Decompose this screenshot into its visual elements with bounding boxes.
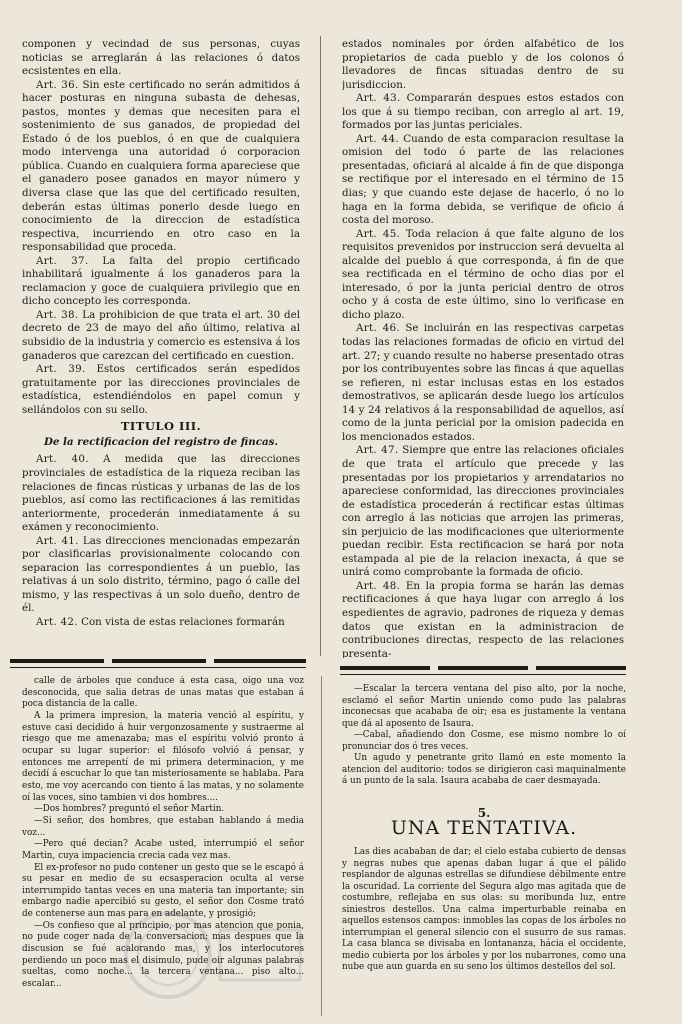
article-42: Art. 42. Con vista de estas relaciones formarán <box>36 615 285 628</box>
article-44: Art. 44. Cuando de esta comparacion resultase la omision del todo ó parte de las relaciones presentadas, oficiará al alcalde á fin de que disponga se rectifique por el interesado en el término de 15 dias; y que cuando este dejase de hacerlo, ó no lo haga en la forma debida, se verifique de oficio á costa del moroso. <box>342 132 624 227</box>
article-41: Art. 41. Las direcciones mencionadas empezarán por clasificarlas provisionalmente colocando con separacion las correspondientes á un pueblo, las relativas á un solo distrito, término, pago ó calle del mismo, y las respectivas á un solo dueño, dentro de él. <box>22 534 300 615</box>
article-40: Art. 40. A medida que las direcciones provinciales de estadística de la riqueza reciban las relaciones de fincas rústicas y urbanas de las de los pueblos, así como las rectificaciones á las remitidas anteriormente, procederán inmediatamente á su exámen y reconocimiento. <box>22 453 300 534</box>
left-section-rule <box>10 659 104 663</box>
left-section-thin-rule <box>10 667 306 668</box>
article-45: Art. 45. Toda relacion á que falte alguno de los requisitos prevenidos por instruccion será devuelta al alcalde del pueblo á que corresponda, á fin de que sea rectificada en el término de ocho dias por el interesado, ó por la junta pericial dentro de otros ocho y á costa de este último, sino lo verificase en dicho plazo. <box>342 227 624 321</box>
left-section-rule <box>112 659 206 663</box>
chapter-number: 5. <box>477 805 491 820</box>
column-divider <box>320 36 321 656</box>
paragraph: —Cabal, añadiendo don Cosme, ese mismo nombre lo oí pronunciar dos ó tres veces. <box>342 730 626 752</box>
article-36: Art. 36. Sin este certificado no serán admitidos á hacer posturas en ninguna subasta de dehesas, pastos, montes y demas que necesiten para el sostenimiento de sus ganados, de propiedad del Estado ó de los pueblos, ó en que de cualquiera modo intervenga una autoridad ó corporacion pública. Cuando en cualquiera forma apareciese que el ganadero posee ganados en mayor número y diversa clase que las que del certificado resulten, deberán estas últimas ponerlo desde luego en conocimiento de la direccion de estadística respectiva, incurriendo en otro caso en la responsabilidad que proceda. <box>22 78 300 254</box>
article-48: Art. 48. En la propia forma se harán las demas rectificaciones á que haya lugar con arreglo á los espedientes de agravio, padrones de riqueza y demas datos que existan en la administracion de contribuciones directas, respecto de las relaciones presenta- <box>342 579 624 658</box>
paragraph: A la primera impresion, la materia venció al espíritu, y estuve casi decidido á huir vergonzosamente y sustraerme al riesgo que me amenazaba; mas el espíritu volvió pronto á ocupar su lugar superior: el filósofo volvió á pensar, y entonces me arrepentí de mi primera determinacion, y me decidí á escuchar lo que tan misteriosamente se hablaba. Para esto, me voy acercando con tiento á las matas, y no solamente oí las voces, sino tambien vi dos hombres.... <box>22 710 304 803</box>
feuilleton-right-column <box>342 684 626 1016</box>
article-37: Art. 37. La falta del propio certificado inhabilitará igualmente á los ganaderos para la reclamacion y goce de cualquiera privilegio que en dicho concepto les corresponda. <box>22 254 300 308</box>
article-39: Art. 39. Estos certificados serán espedidos gratuitamente por las direcciones provinciales de estadística, estendiéndolos en papel comun y sellándolos con su sello. <box>22 363 300 416</box>
right-column <box>342 38 624 658</box>
feuilleton-left-column <box>22 676 304 1014</box>
left-column <box>22 38 300 656</box>
paragraph: —Pero qué decian? Acabe usted, interrumpió el señor Martin, cuya impaciencia crecia cada vez mas. <box>22 839 304 861</box>
right-section-rule <box>340 666 430 670</box>
article-38: Art. 38. La prohibicion de que trata el art. 30 del decreto de 23 de mayo del año último, relativa al subsidio de la industria y comercio es estensiva á los ganaderos que carezcan del certificado en cuestion. <box>22 308 300 362</box>
right-section-rule <box>536 666 626 670</box>
section-subtitle: De la rectificacion del registro de fincas. <box>43 435 279 448</box>
paragraph: —Si señor, dos hombres, que estaban hablando á media voz... <box>22 815 304 838</box>
paragraph: Las dies acababan de dar; el cielo estaba cubierto de densas y negras nubes que apenas daban lugar á que el pálido resplandor de algunas estrellas se difundiese débilmente entre la oscuridad. La corriente del Segura algo mas agitada que de costumbre, reflejaba en sus olas: su moribunda luz, entre siniestros destellos. Una calma imperturbable reinaba en aquellos estensos campos: inmobles las copas de los árboles no interrumpian el general silencio con el susurro de sus ramas. La casa blanca se divisaba en lontananza, hácia el occidente, medio cubierta por los árboles y por los nubarrones, como una nube que aun guarda en su seno los últimos destellos del sol. <box>342 847 626 973</box>
chapter-title: UNA TENTATIVA. <box>390 817 578 840</box>
paragraph: —Os confieso que al principio, por mas atencion que ponia, no pude coger nada de la conversacion; mas despues que la discusion se fué acalorando mas, y los interlocutores perdiendo un poco mas el disimulo, pude oir algunas palabras sueltas, como noche... la tercera ventana... piso alto... escalar... <box>22 920 304 990</box>
paragraph: El ex-profesor no pudo contener un gesto que se le escapó á su pesar en medio de su ecsasperacion oculta al verse interrumpido tantas veces en una materia tan importante; sin embargo nadie apercibió su gesto, el señor don Cosme trató de contenerse aun mas para en adelante, y prosigió; <box>22 862 304 920</box>
right-section-thin-rule <box>340 674 626 675</box>
article-43: Art. 43. Compararán despues estos estados con los que á su tiempo reciban, con arreglo al art. 19, formados por las juntas periciales. <box>342 92 624 132</box>
left-section-rule <box>214 659 306 663</box>
paragraph: Un agudo y penetrante grito llamó en este momento la atencion del auditorio: todos se dirigieron casi maquinalmente á un punto de la sala. Isaura acababa de caer desmayada. <box>342 753 626 787</box>
paragraph: calle de árboles que conduce á esta casa, oigo una voz desconocida, que salia detras de unas matas que estaban á poca distancia de la calle. <box>22 676 304 710</box>
paragraph: estados nominales por órden alfabético de los propietarios de cada pueblo y de los colonos ó llevadores de fincas situadas dentro de su jurisdiccion. <box>342 38 624 91</box>
article-47: Art. 47. Siempre que entre las relaciones oficiales de que trata el artículo que precede y las presentadas por los propietarios y arrendatarios no apareciese conformidad, las direcciones provinciales de estadística procederán á rectificar estas últimas con arreglo á las noticias que arrojen las primeras, sin perjuicio de las modificaciones que ulteriormente puedan recibir. Esta rectificacion se hará por nota estampada al pie de la relacion inexacta, á que se unirá como comprobante la formada de oficio. <box>342 444 624 579</box>
paragraph: componen y vecindad de sus personas, cuyas noticias se arreglarán á las relaciones ó datos ecsistentes en ella. <box>22 38 300 78</box>
right-section-rule <box>438 666 528 670</box>
paragraph: —Escalar la tercera ventana del piso alto, por la noche, esclamó el señor Martin uniendo como pudo las palabras inconecsas que acababa de oir; esa es justamente la ventana que dá al aposento de Isaura. <box>342 684 626 729</box>
feuilleton-divider <box>321 676 322 1016</box>
paragraph: —Dos hombres? preguntó el señor Martin. <box>34 804 225 815</box>
article-46: Art. 46. Se incluirán en las respectivas carpetas todas las relaciones formadas de oficio en virtud del art. 27; y cuando resulte no haberse presentado otras por los contribuyentes sobre las fincas á que aquellas se refieren, ni estar inclusas estas en los estados demostrativos, se aplicarán desde luego los artículos 14 y 24 relativos á la responsabilidad de aquellos, así como de la junta pericial por la omision padecida en los mencionados estados. <box>342 322 624 443</box>
section-title: TITULO III. <box>120 419 202 434</box>
